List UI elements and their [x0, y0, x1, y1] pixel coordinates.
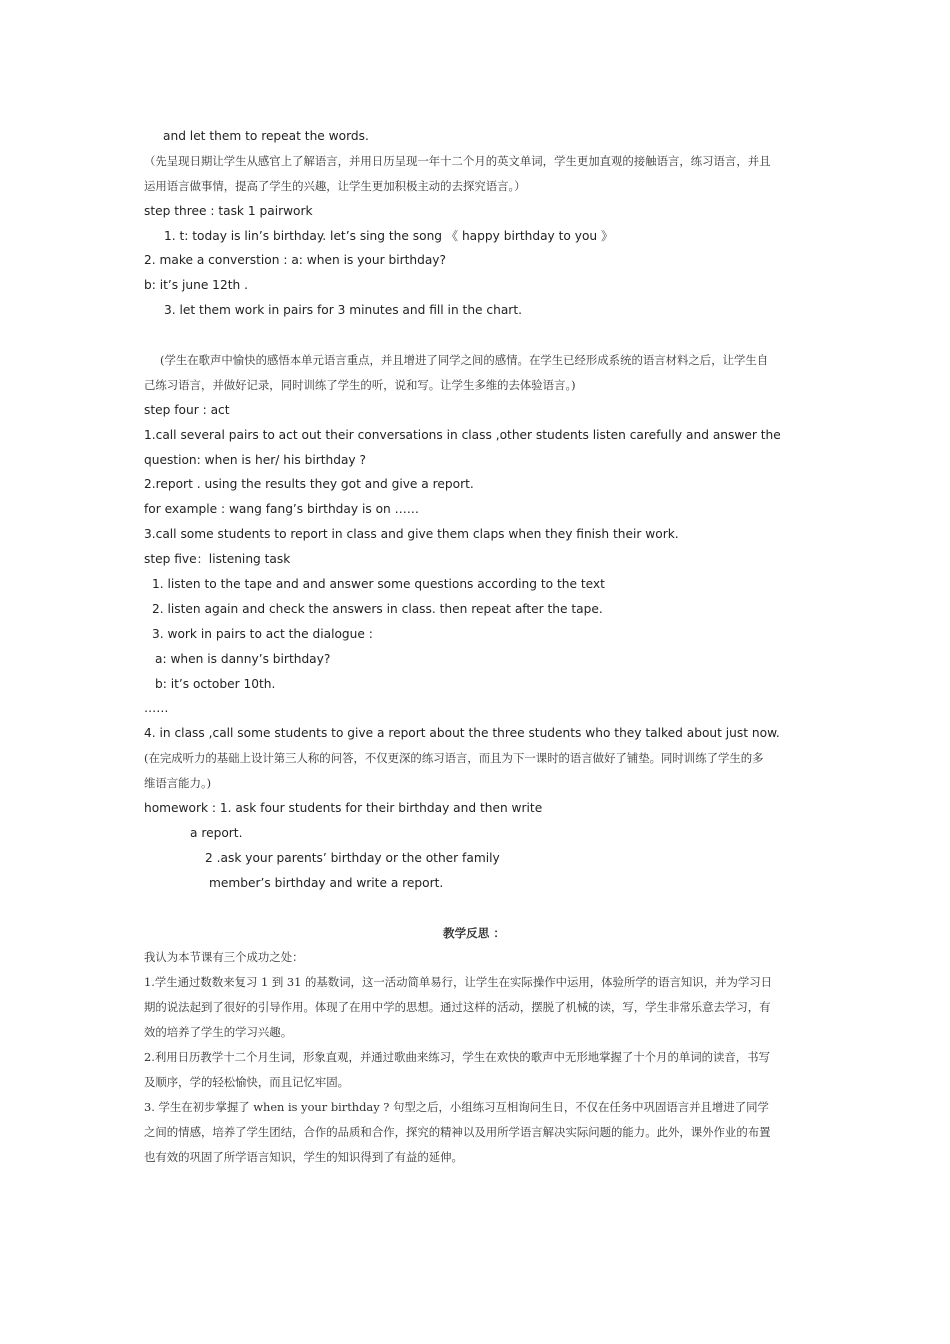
blank-line — [144, 323, 804, 348]
step-heading: step five：listening task — [144, 552, 291, 567]
text-line: （先呈现日期让学生从感官上了解语言，并用日历呈现一年十二个月的英文单词，学生更加直观的接触语言，练习语言，并且 — [144, 153, 771, 168]
section-title: 教学反思 ： — [442, 925, 505, 940]
list-item: 4. in class ,call some students to give a report about the three students who they talked about just now. — [144, 726, 780, 741]
text-line: 也有效的巩固了所学语言知识，学生的知识得到了有益的延伸。 — [144, 1149, 463, 1164]
text-line: 3.call some students to report in class and give them claps when they finish their work. — [144, 527, 679, 542]
document-page — [144, 124, 804, 1169]
step-heading: step four : act — [144, 402, 230, 417]
text-line: 3. 学生在初步掌握了 when is your birthday ? 句型之后，小组练习互相询问生日，不仅在任务中巩固语言并且增进了同学 — [144, 1099, 769, 1114]
list-item: 3. let them work in pairs for 3 minutes and fill in the chart. — [164, 303, 522, 318]
text-line: 1.call several pairs to act out their conversations in class ,other students listen carefully and answer the — [144, 427, 781, 442]
text-line: 2.report . using the results they got and give a report. — [144, 477, 474, 492]
text-line: b: it’s june 12th . — [144, 278, 248, 293]
list-item: 3. work in pairs to act the dialogue : — [152, 626, 373, 641]
dialogue-line: a: when is danny’s birthday? — [155, 651, 331, 666]
text-line: 我认为本节课有三个成功之处： — [144, 950, 304, 965]
text-line: for example : wang fang’s birthday is on …… — [144, 502, 419, 517]
list-item: 2. listen again and check the answers in class. then repeat after the tape. — [152, 601, 603, 616]
text-line: 及顺序，学的轻松愉快，而且记忆牢固。 — [144, 1074, 350, 1089]
text-line: 己练习语言，并做好记录，同时训练了学生的听，说和写。让学生多维的去体验语言。) — [144, 377, 576, 392]
text-line: 1.学生通过数数来复习 1 到 31 的基数词，这一活动简单易行，让学生在实际操作中运用，体验所学的语言知识，并为学习日 — [144, 975, 773, 990]
text-line: 期的说法起到了很好的引导作用。体现了在用中学的思想。通过这样的活动，摆脱了机械的读，写，学生非常乐意去学习，有 — [144, 1000, 771, 1015]
text-line: 2.利用日历教学十二个月生词，形象直观，并通过歌曲来练习，学生在欢快的歌声中无形地掌握了十个月的单词的读音，书写 — [144, 1049, 770, 1064]
homework-line: 2 .ask your parents’ birthday or the other family — [205, 850, 500, 865]
blank-line — [144, 896, 804, 921]
text-line: 之间的情感，培养了学生团结，合作的品质和合作，探究的精神以及用所学语言解决实际问题的能力。此外，课外作业的布置 — [144, 1124, 771, 1139]
list-item: 2. make a converstion : a: when is your birthday? — [144, 253, 446, 268]
list-item: 1. listen to the tape and and answer some questions according to the text — [152, 577, 605, 592]
homework-line: homework : 1. ask four students for their birthday and then write — [144, 801, 543, 816]
text-line: (学生在歌声中愉快的感悟本单元语言重点，并且增进了同学之间的感情。在学生已经形成系统的语言材料之后，让学生自 — [160, 353, 769, 368]
text-line: (在完成听力的基础上设计第三人称的问答，不仅更深的练习语言，而且为下一课时的语言做好了铺垫。同时训练了学生的多 — [144, 751, 764, 766]
text-line: 效的培养了学生的学习兴趣。 — [144, 1025, 293, 1040]
text-line: …… — [144, 701, 169, 716]
text-line: 维语言能力。) — [144, 776, 212, 791]
homework-line: member’s birthday and write a report. — [209, 875, 444, 890]
list-item: 1. t: today is lin’s birthday. let’s sing the song 《 happy birthday to you 》 — [164, 228, 614, 243]
text-line: and let them to repeat the words. — [163, 129, 369, 143]
text-line: 运用语言做事情，提高了学生的兴趣，让学生更加积极主动的去探究语言。） — [144, 178, 526, 193]
step-heading: step three : task 1 pairwork — [144, 203, 313, 218]
dialogue-line: b: it’s october 10th. — [155, 676, 276, 691]
text-line: question: when is her/ his birthday ? — [144, 452, 366, 467]
homework-line: a report. — [190, 825, 243, 840]
